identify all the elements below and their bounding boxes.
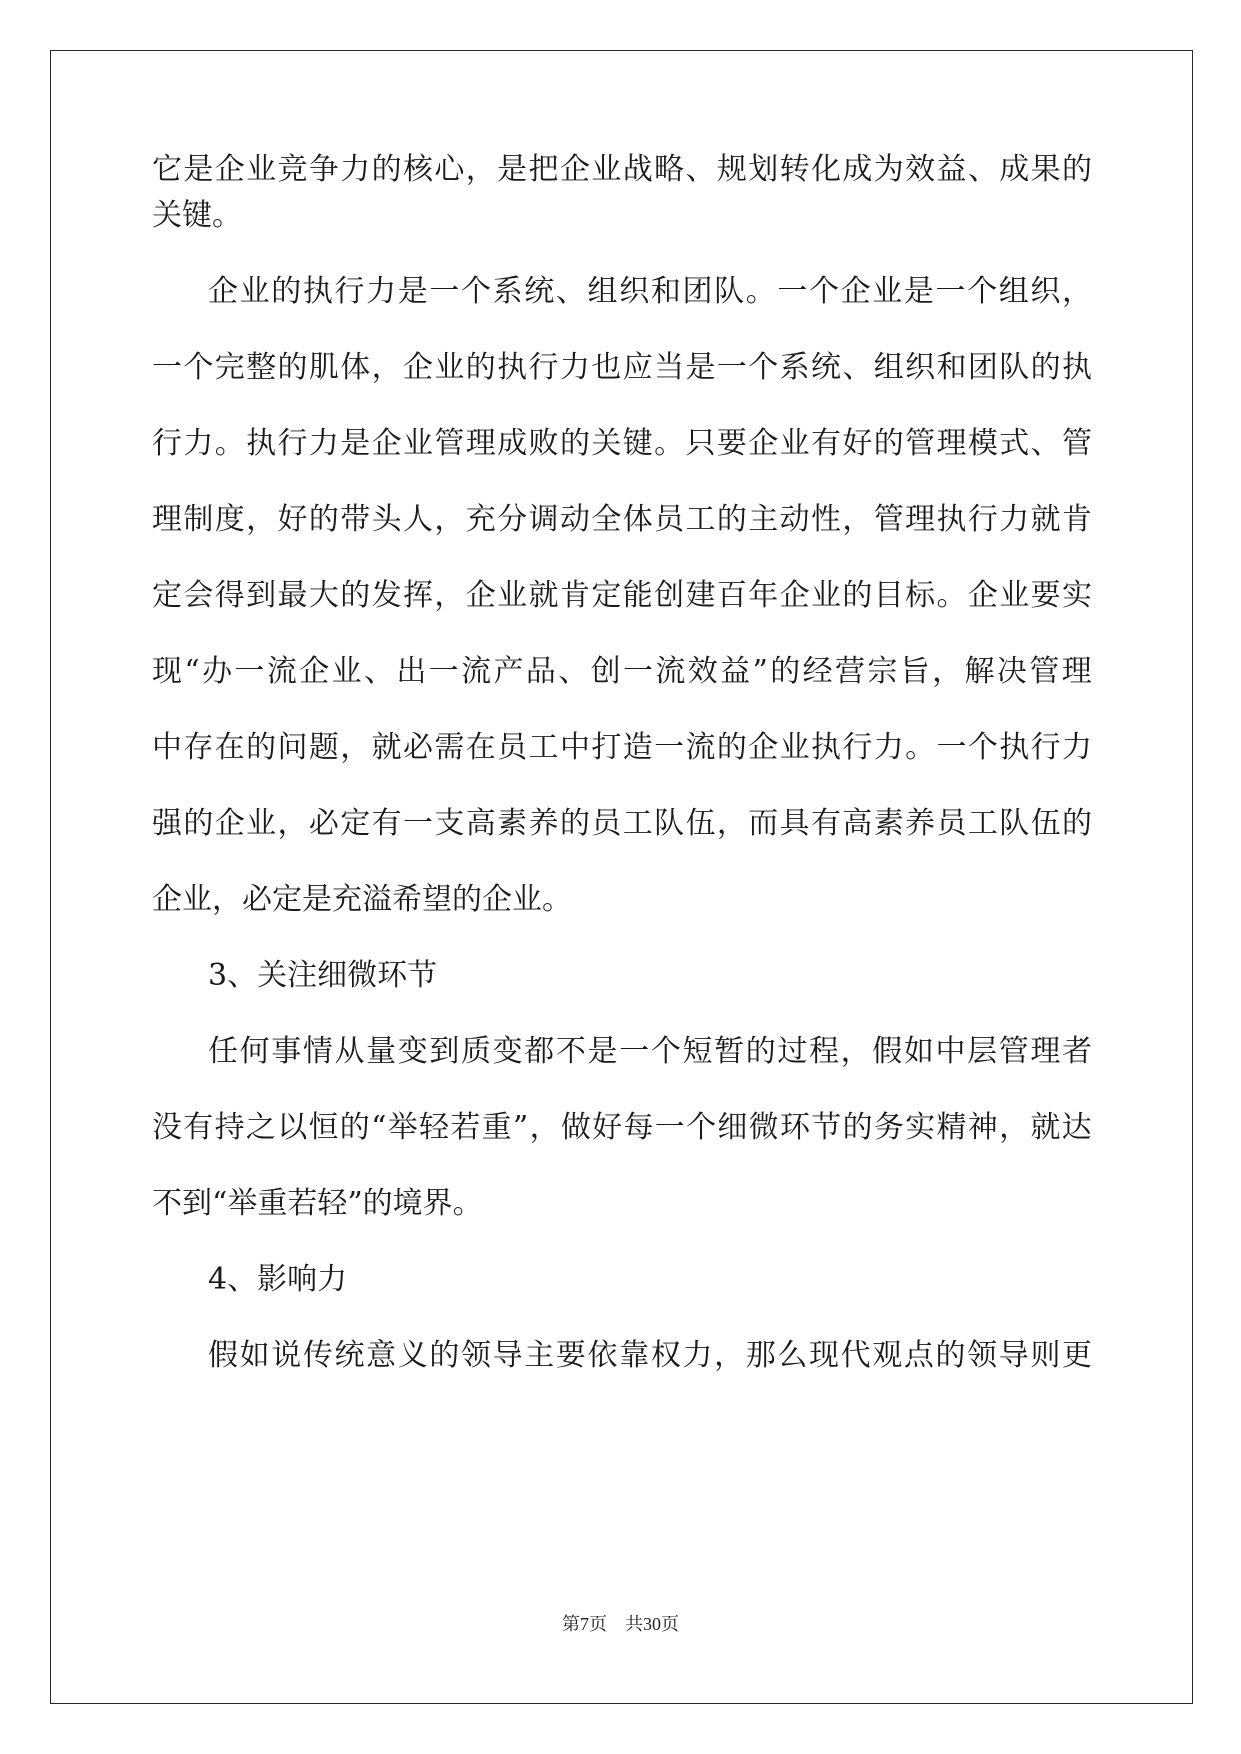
page-footer: 第7页 共30页: [562, 1614, 679, 1634]
text-line: 强的企业，必定有一支高素养的员工队伍，而具有高素养员工队伍的: [152, 806, 1094, 841]
text-line: 行力。执行力是企业管理成败的关键。只要企业有好的管理模式、管: [152, 426, 1094, 461]
text-line: 一个完整的肌体，企业的执行力也应当是一个系统、组织和团队的执: [152, 350, 1094, 385]
text-line: 3、关注细微环节: [208, 958, 438, 993]
text-line: 4、影响力: [208, 1262, 348, 1297]
text-line: 中存在的问题，就必需在员工中打造一流的企业执行力。一个执行力: [152, 730, 1094, 765]
text-line: 理制度，好的带头人，充分调动全体员工的主动性，管理执行力就肯: [152, 502, 1094, 537]
text-line: 任何事情从量变到质变都不是一个短暂的过程，假如中层管理者: [208, 1034, 1094, 1069]
text-line: 企业的执行力是一个系统、组织和团队。一个企业是一个组织，: [208, 274, 1094, 309]
text-line: 关键。: [152, 198, 242, 233]
text-line: 定会得到最大的发挥，企业就肯定能创建百年企业的目标。企业要实: [152, 578, 1094, 613]
text-line: 企业，必定是充溢希望的企业。: [152, 882, 572, 917]
text-line: 假如说传统意义的领导主要依靠权力，那么现代观点的领导则更: [208, 1338, 1094, 1373]
text-line: 不到“举重若轻”的境界。: [152, 1186, 483, 1221]
text-line: 现“办一流企业、出一流产品、创一流效益”的经营宗旨，解决管理: [152, 654, 1095, 689]
text-line: 没有持之以恒的“举轻若重”，做好每一个细微环节的务实精神，就达: [152, 1110, 1093, 1145]
text-line: 它是企业竞争力的核心，是把企业战略、规划转化成为效益、成果的: [152, 152, 1094, 187]
